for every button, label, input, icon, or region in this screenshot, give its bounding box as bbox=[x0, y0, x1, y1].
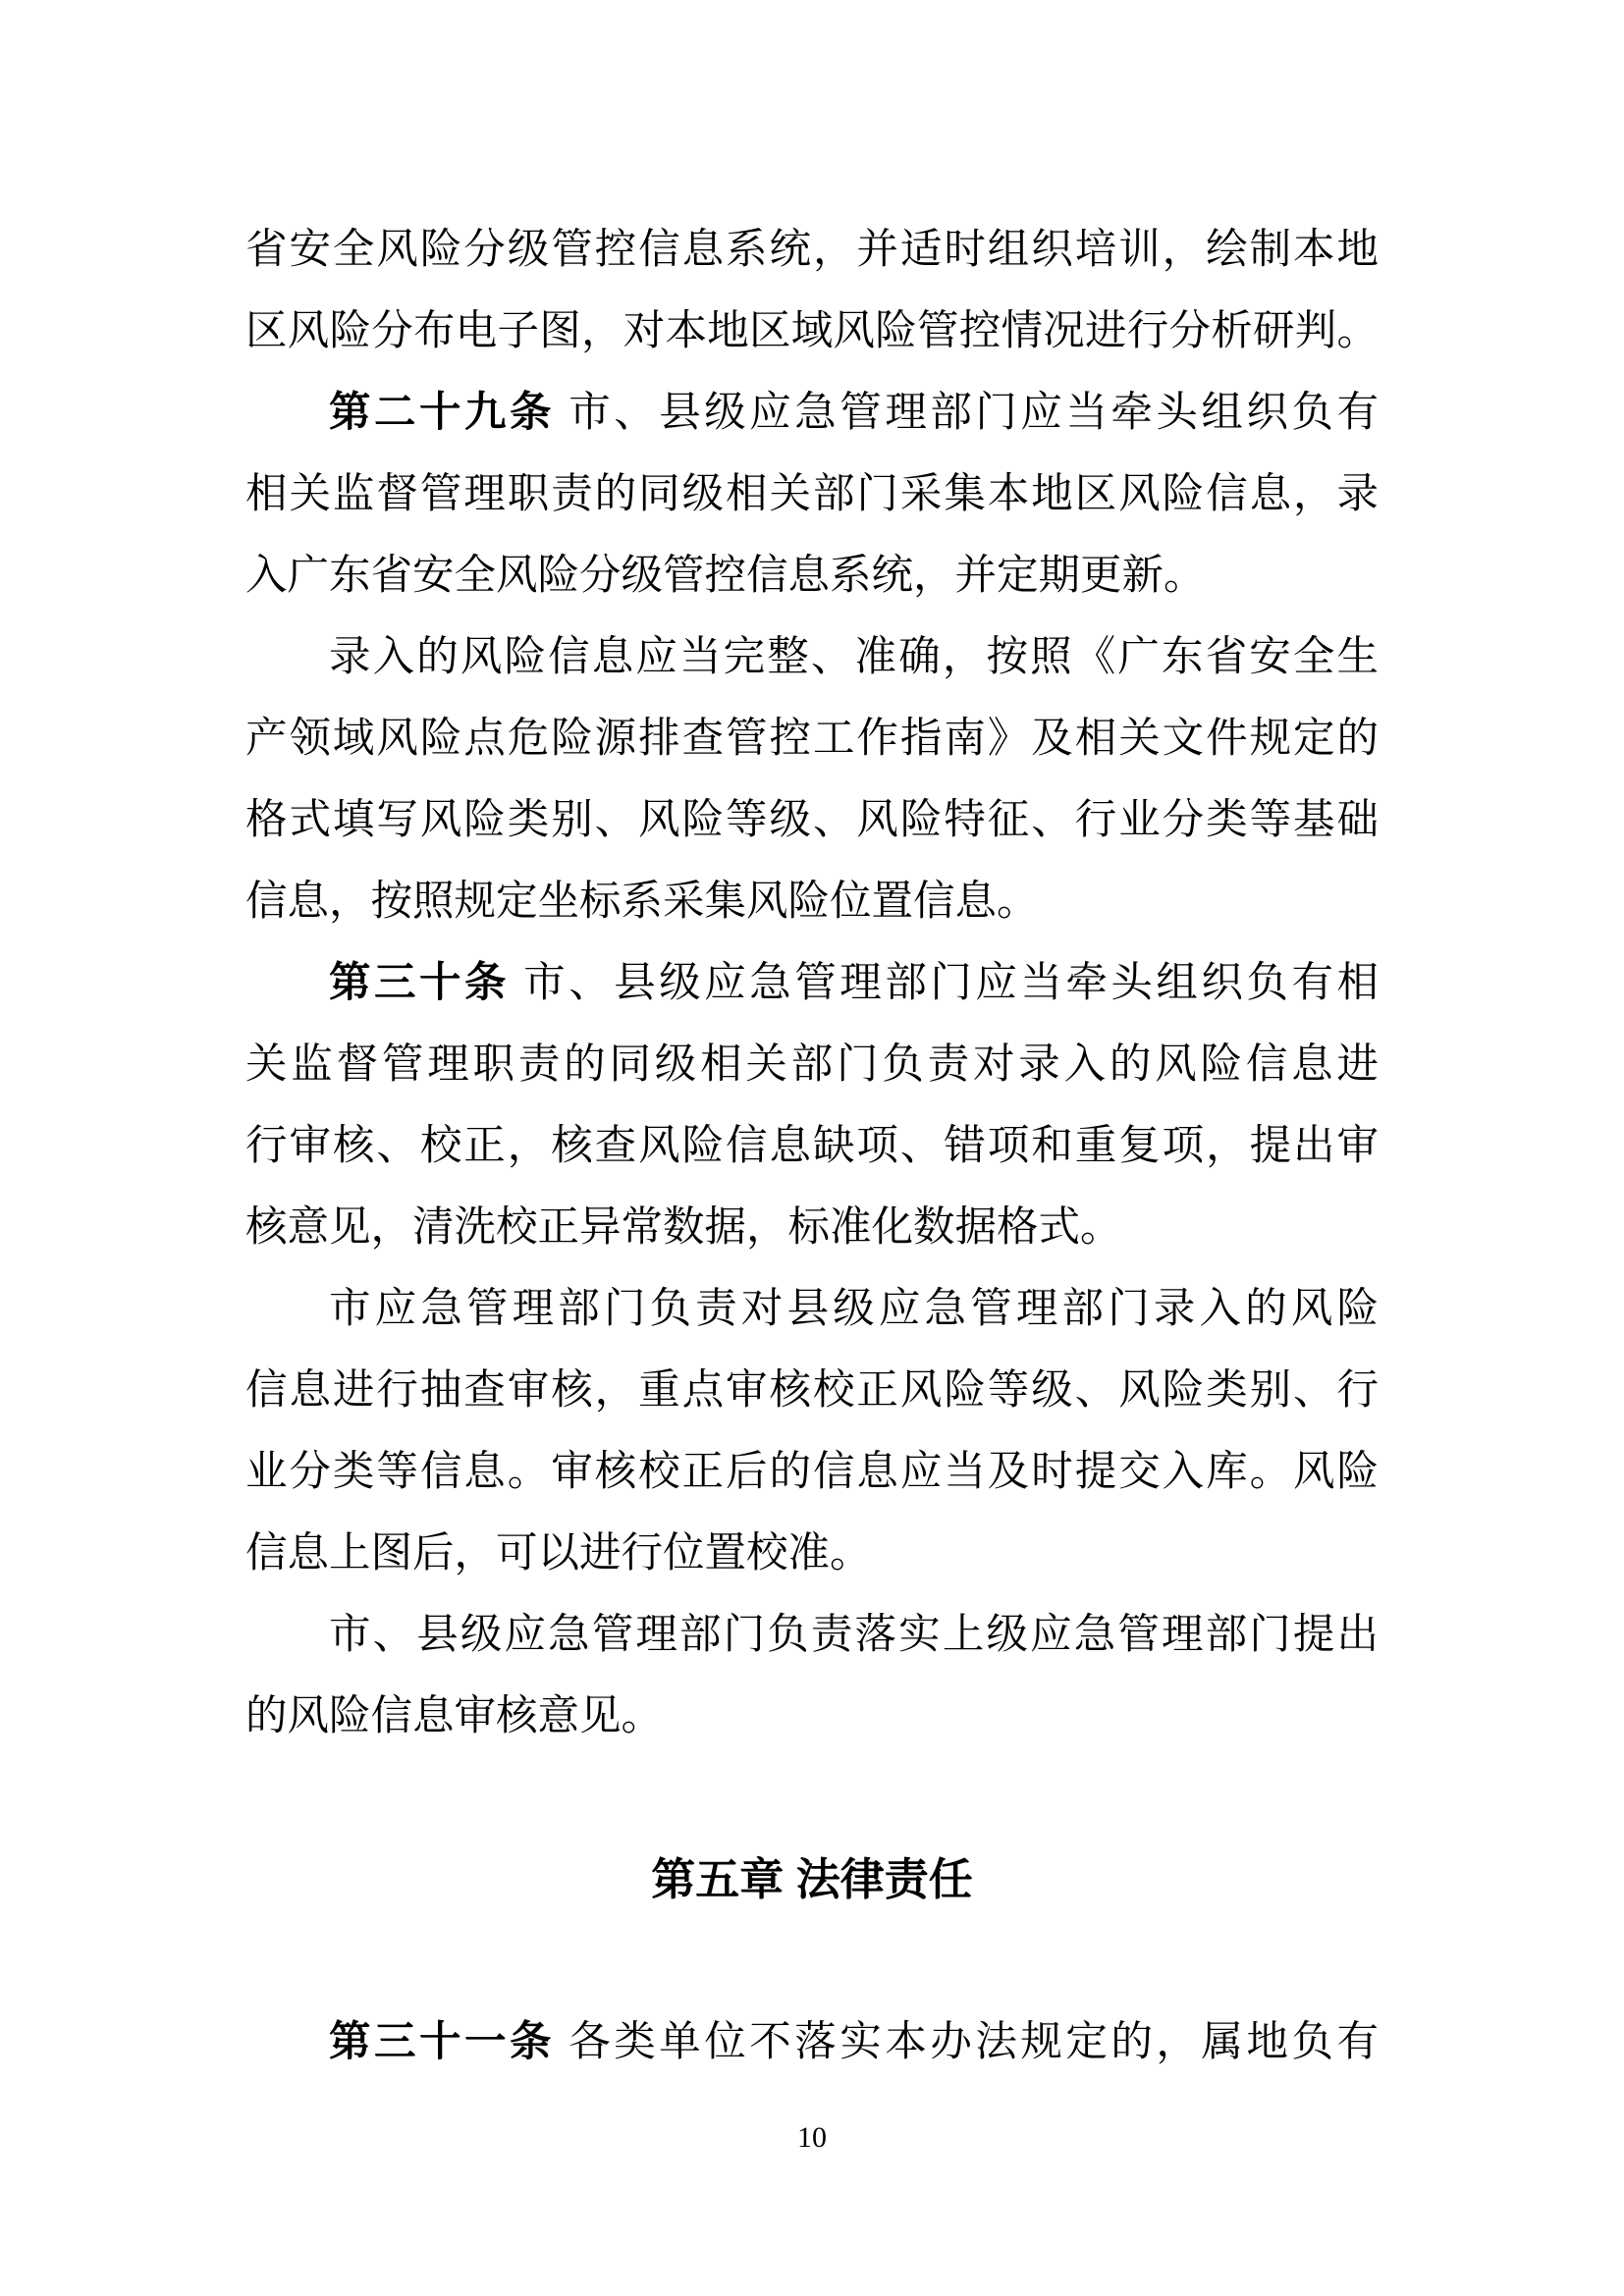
text-run: 关监督管理职责的同级相关部门负责对录入的风险信息进 bbox=[245, 1041, 1379, 1088]
text-run: 信息进行抽查审核，重点审核校正风险等级、风险类别、行 bbox=[245, 1367, 1379, 1414]
text-line bbox=[245, 291, 1379, 372]
page-number: 10 bbox=[797, 2121, 827, 2154]
text-line bbox=[245, 698, 1379, 779]
text-run: 核意见，清洗校正异常数据，标准化数据格式。 bbox=[245, 1204, 1122, 1251]
chapter-heading bbox=[245, 1839, 1379, 1920]
text-line bbox=[245, 779, 1379, 861]
text-line bbox=[245, 1513, 1379, 1594]
blank-line bbox=[245, 1757, 1379, 1839]
text-run: 各类单位不落实本办法规定的，属地负有 bbox=[555, 2019, 1379, 2065]
text-line bbox=[245, 1350, 1379, 1431]
text-run: 格式填写风险类别、风险等级、风险特征、行业分类等基础 bbox=[245, 797, 1379, 843]
text-run: 区风险分布电子图，对本地区域风险管控情况进行分析研判。 bbox=[245, 308, 1379, 354]
text-run: 入广东省安全风险分级管控信息系统，并定期更新。 bbox=[245, 553, 1206, 599]
text-run: 相关监督管理职责的同级相关部门采集本地区风险信息，录 bbox=[245, 471, 1379, 517]
text-line bbox=[245, 372, 1379, 454]
text-line bbox=[245, 2002, 1379, 2083]
text-run: 产领域风险点危险源排查管控工作指南》及相关文件规定的 bbox=[245, 716, 1379, 762]
text-line bbox=[245, 616, 1379, 698]
text-line bbox=[245, 1676, 1379, 1757]
text-run: 业分类等信息。审核校正后的信息应当及时提交入库。风险 bbox=[245, 1449, 1379, 1495]
text-line bbox=[245, 1594, 1379, 1676]
text-line bbox=[245, 1268, 1379, 1350]
text-run: 省安全风险分级管控信息系统，并适时组织培训，绘制本地 bbox=[245, 227, 1379, 273]
text-line bbox=[245, 1431, 1379, 1513]
blank-line bbox=[245, 1920, 1379, 2002]
text-run: 市、县级应急管理部门应当牵头组织负有相 bbox=[510, 960, 1379, 1006]
bold-run: 第三十条 bbox=[329, 960, 511, 1006]
text-line bbox=[245, 1024, 1379, 1105]
text-line bbox=[245, 1187, 1379, 1268]
text-run: 的风险信息审核意见。 bbox=[245, 1693, 664, 1739]
text-line bbox=[245, 209, 1379, 291]
text-run: 市、县级应急管理部门应当牵头组织负有 bbox=[555, 390, 1379, 436]
text-line bbox=[245, 535, 1379, 616]
text-run: 行审核、校正，核查风险信息缺项、错项和重复项，提出审 bbox=[245, 1123, 1379, 1169]
text-line bbox=[245, 942, 1379, 1024]
text-line bbox=[245, 861, 1379, 942]
text-run: 市应急管理部门负责对县级应急管理部门录入的风险 bbox=[329, 1286, 1379, 1332]
text-line bbox=[245, 454, 1379, 535]
text-line bbox=[245, 1105, 1379, 1187]
page-footer bbox=[0, 2118, 1624, 2158]
bold-run: 第二十九条 bbox=[329, 390, 556, 436]
document-body bbox=[245, 209, 1379, 2083]
text-run: 信息，按照规定坐标系采集风险位置信息。 bbox=[245, 879, 1039, 925]
text-run: 市、县级应急管理部门负责落实上级应急管理部门提出 bbox=[329, 1612, 1379, 1658]
bold-run: 第五章 法律责任 bbox=[651, 1854, 973, 1904]
text-run: 信息上图后，可以进行位置校准。 bbox=[245, 1530, 872, 1576]
bold-run: 第三十一条 bbox=[329, 2019, 556, 2065]
text-run: 录入的风险信息应当完整、准确，按照《广东省安全生 bbox=[329, 634, 1379, 680]
